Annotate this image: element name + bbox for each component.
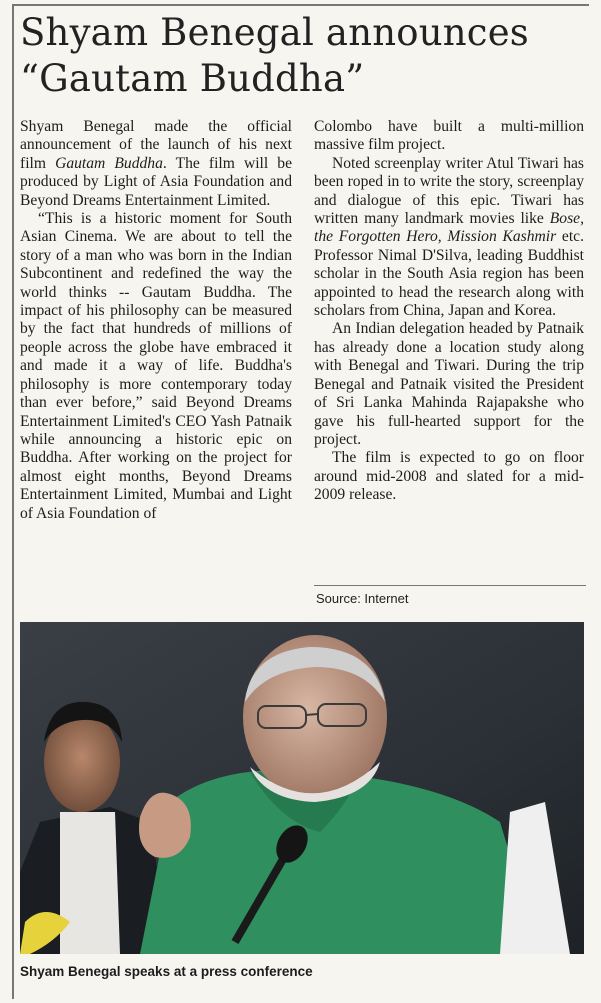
paragraph-text: Shyam Benegal made the official announcement of the launch of his next film: [20, 118, 292, 172]
article-right-column: [314, 118, 584, 505]
headline-line-1: Shyam Benegal announces: [20, 11, 529, 54]
paragraph-continuation: Colombo have built a multi-million massive film project.: [314, 118, 584, 154]
press-conference-photo: [20, 622, 584, 954]
paragraph-screenplay: [314, 155, 584, 321]
paragraph-release: The film is expected to go on floor around mid-2008 and slated for a mid-2009 release.: [314, 449, 584, 504]
article-left-column: [20, 118, 292, 523]
headline-line-2: “Gautam Buddha”: [20, 57, 365, 100]
paragraph-announcement: [20, 118, 292, 210]
paragraph-text: Noted screenplay writer Atul Tiwari has been roped in to write the story, screenplay and dialogue of this epic. Tiwari has written many landmark movies like: [314, 154, 584, 228]
photo-caption: Shyam Benegal speaks at a press conference: [20, 964, 313, 979]
paragraph-text: etc. Professor Nimal D'Silva, leading Buddhist scholar in the South Asia region has been appointed to head the research along with scholars from China, Japan and Korea.: [314, 228, 584, 320]
top-rule: [12, 4, 589, 6]
source-divider: [314, 585, 586, 586]
movie-titles: Bose, the Forgotten Hero, Mission Kashmir: [314, 210, 584, 246]
left-rule: [12, 4, 14, 999]
paragraph-quote: “This is a historic moment for South Asian Cinema. We are about to tell the story of a man who was born in the Indian Subcontinent and redefined the way the world thinks -- Gautam Buddha. The impact of his philosophy can be measured by the fact that hundreds of millions of people across the globe have embraced it and made it a way of life. Buddha's philosophy is more contemporary today than ever before,” said Beyond Dreams Entertainment Limited's CEO Yash Patnaik while announcing a historic epic on Buddha. After working on the project for almost eight months, Beyond Dreams Entertainment Limited, Mumbai and Light of Asia Foundation of: [20, 210, 292, 522]
headline: [20, 10, 590, 102]
paragraph-delegation: An Indian delegation headed by Patnaik has already done a location study along with Benegal and Tiwari. During the trip Benegal and Patnaik visited the President of Sri Lanka Mahinda Rajapakshe who gave his full-hearted support for the project.: [314, 320, 584, 448]
paragraph-text: . The film will be produced by Light of Asia Foundation and Beyond Dreams Entertainment Limited.: [20, 154, 292, 209]
film-title: Gautam Buddha: [55, 154, 163, 172]
source-credit: Source: Internet: [316, 591, 409, 606]
